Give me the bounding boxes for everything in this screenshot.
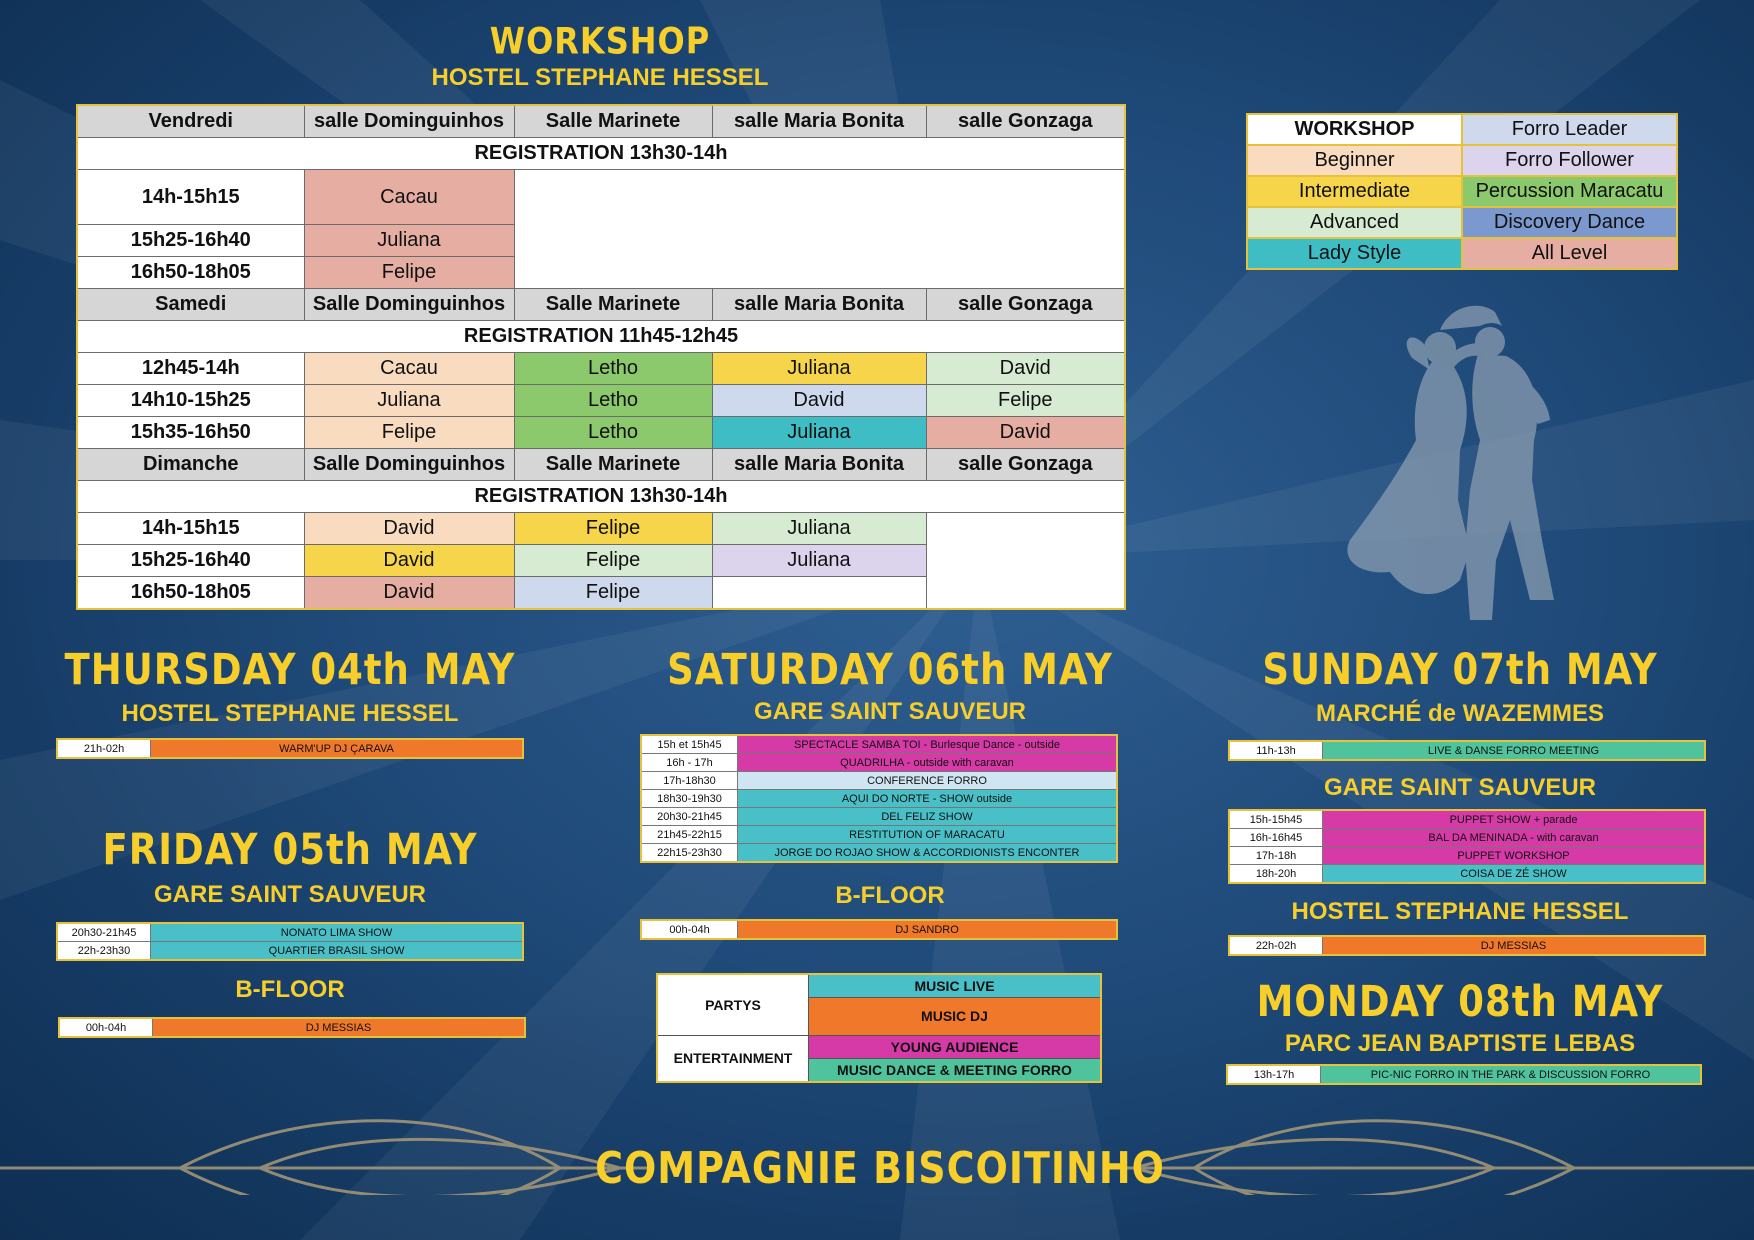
event-name: QUARTIER BRASIL SHOW — [151, 942, 524, 961]
level-legend — [1246, 113, 1678, 270]
day-name: Vendredi — [77, 105, 304, 138]
event-time: 15h et 15h45 — [641, 735, 738, 754]
event-name: DJ MESSIAS — [1323, 936, 1706, 955]
teacher-cell: Juliana — [712, 353, 926, 385]
event-row — [1229, 865, 1705, 884]
event-time: 18h30-19h30 — [641, 790, 738, 808]
session-time: 15h25-16h40 — [77, 545, 304, 577]
sunday-title: SUNDAY 07th MAY — [1262, 644, 1658, 695]
teacher-cell: Felipe — [514, 577, 712, 610]
event-name: PUPPET WORKSHOP — [1323, 847, 1706, 865]
event-name: CONFERENCE FORRO — [738, 772, 1118, 790]
session-time: 15h25-16h40 — [77, 225, 304, 257]
room-name: Salle Dominguinhos — [304, 289, 514, 321]
legend-item: Forro Follower — [1462, 145, 1677, 176]
room-name: Salle Marinete — [514, 105, 712, 138]
event-row — [641, 772, 1117, 790]
teacher-cell: David — [304, 577, 514, 610]
teacher-cell: David — [926, 417, 1125, 449]
teacher-cell: Letho — [514, 385, 712, 417]
teacher-cell: Felipe — [304, 257, 514, 289]
session-row — [77, 385, 1125, 417]
meeting-forro-key: MUSIC DANCE & MEETING FORRO — [809, 1058, 1102, 1082]
registration-time: REGISTRATION 13h30-14h — [77, 138, 1125, 170]
teacher-cell: Felipe — [304, 417, 514, 449]
friday-title: FRIDAY 05th MAY — [102, 824, 478, 875]
event-row — [1229, 741, 1705, 760]
registration-row — [77, 481, 1125, 513]
company-name: COMPAGNIE BISCOITINHO — [595, 1142, 1165, 1194]
teacher-cell: David — [712, 385, 926, 417]
teacher-cell: Juliana — [304, 385, 514, 417]
teacher-cell: Letho — [514, 417, 712, 449]
thursday-title: THURSDAY 04th MAY — [64, 644, 516, 695]
legend-item: Percussion Maracatu — [1462, 176, 1677, 207]
event-time: 13h-17h — [1227, 1065, 1321, 1084]
event-name: AQUI DO NORTE - SHOW outside — [738, 790, 1118, 808]
day-header-row — [77, 105, 1125, 138]
event-time: 00h-04h — [641, 920, 738, 939]
event-name: JORGE DO ROJAO SHOW & ACCORDIONISTS ENCONTER — [738, 844, 1118, 863]
day-header-row — [77, 289, 1125, 321]
event-time: 15h-15h45 — [1229, 810, 1323, 829]
event-name: DJ SANDRO — [738, 920, 1118, 939]
teacher-cell: Felipe — [514, 545, 712, 577]
sunday-venue-2: GARE SAINT SAUVEUR — [1323, 774, 1597, 801]
session-row — [77, 513, 1125, 545]
event-row — [641, 920, 1117, 939]
session-row — [77, 353, 1125, 385]
event-time: 11h-13h — [1229, 741, 1323, 760]
event-time: 17h-18h30 — [641, 772, 738, 790]
monday-venue: PARC JEAN BAPTISTE LEBAS — [1284, 1030, 1636, 1057]
event-name: RESTITUTION OF MARACATU — [738, 826, 1118, 844]
session-time: 15h35-16h50 — [77, 417, 304, 449]
saturday-schedule — [640, 734, 1118, 863]
session-row — [77, 170, 1125, 225]
event-name: DEL FELIZ SHOW — [738, 808, 1118, 826]
room-name: salle Maria Bonita — [712, 449, 926, 481]
event-row — [641, 808, 1117, 826]
event-row — [1229, 847, 1705, 865]
event-time: 22h-23h30 — [57, 942, 151, 961]
event-row — [57, 739, 523, 758]
teacher-cell: David — [304, 513, 514, 545]
legend-item: All Level — [1462, 238, 1677, 269]
friday-venue-2: B-FLOOR — [235, 976, 345, 1003]
legend-item: Discovery Dance — [1462, 207, 1677, 238]
partys-label: PARTYS — [657, 974, 809, 1035]
teacher-cell: Cacau — [304, 170, 514, 225]
young-audience-key: YOUNG AUDIENCE — [809, 1035, 1102, 1058]
saturday-venue: GARE SAINT SAUVEUR — [753, 698, 1027, 725]
teacher-cell: Juliana — [304, 225, 514, 257]
session-time: 14h-15h15 — [77, 513, 304, 545]
workshop-schedule-table — [76, 104, 1126, 610]
event-time: 20h30-21h45 — [641, 808, 738, 826]
legend-item: Forro Leader — [1462, 114, 1677, 145]
event-name: WARM'UP DJ ÇARAVA — [151, 739, 524, 758]
thursday-schedule — [56, 738, 524, 759]
event-row — [641, 735, 1117, 754]
event-row — [59, 1018, 525, 1037]
saturday-schedule-2 — [640, 919, 1118, 940]
monday-title: MONDAY 08th MAY — [1256, 976, 1664, 1027]
sunday-schedule-3 — [1228, 935, 1706, 956]
empty-cell — [514, 170, 1125, 289]
registration-row — [77, 138, 1125, 170]
event-row — [1229, 829, 1705, 847]
legend-row — [1247, 145, 1677, 176]
room-name: salle Maria Bonita — [712, 289, 926, 321]
legend-row — [1247, 238, 1677, 269]
friday-venue: GARE SAINT SAUVEUR — [153, 881, 427, 908]
room-name: Salle Dominguinhos — [304, 449, 514, 481]
workshop-venue: HOSTEL STEPHANE HESSEL — [431, 64, 769, 91]
event-time: 18h-20h — [1229, 865, 1323, 884]
sunday-schedule-2 — [1228, 809, 1706, 884]
room-name: salle Gonzaga — [926, 289, 1125, 321]
room-name: salle Dominguinhos — [304, 105, 514, 138]
teacher-cell: Felipe — [926, 385, 1125, 417]
event-row — [641, 754, 1117, 772]
event-time: 21h45-22h15 — [641, 826, 738, 844]
event-name: COISA DE ZÉ SHOW — [1323, 865, 1706, 884]
session-time: 12h45-14h — [77, 353, 304, 385]
room-name: salle Maria Bonita — [712, 105, 926, 138]
legend-row — [1247, 176, 1677, 207]
teacher-cell: Cacau — [304, 353, 514, 385]
event-time: 00h-04h — [59, 1018, 153, 1037]
room-name: Salle Marinete — [514, 289, 712, 321]
event-name: LIVE & DANSE FORRO MEETING — [1323, 741, 1706, 760]
event-row — [641, 790, 1117, 808]
event-name: PIC-NIC FORRO IN THE PARK & DISCUSSION FORRO — [1321, 1065, 1702, 1084]
day-name: Dimanche — [77, 449, 304, 481]
thursday-venue: HOSTEL STEPHANE HESSEL — [121, 700, 459, 727]
day-header-row — [77, 449, 1125, 481]
event-row — [1227, 1065, 1701, 1084]
event-name: DJ MESSIAS — [153, 1018, 526, 1037]
event-name: BAL DA MENINADA - with caravan — [1323, 829, 1706, 847]
teacher-cell: Juliana — [712, 513, 926, 545]
dancing-couple-silhouette — [1320, 300, 1590, 630]
legend-row — [1247, 207, 1677, 238]
music-dj-key: MUSIC DJ — [809, 998, 1102, 1035]
teacher-cell: Juliana — [712, 545, 926, 577]
saturday-title: SATURDAY 06th MAY — [667, 644, 1113, 695]
event-time: 21h-02h — [57, 739, 151, 758]
friday-schedule-2 — [58, 1017, 526, 1038]
event-time: 22h-02h — [1229, 936, 1323, 955]
teacher-cell: David — [926, 353, 1125, 385]
event-name: NONATO LIMA SHOW — [151, 923, 524, 942]
event-row — [1229, 936, 1705, 955]
sunday-venue: MARCHÉ de WAZEMMES — [1316, 700, 1604, 727]
legend-item: Lady Style — [1247, 238, 1462, 269]
empty-cell — [926, 513, 1125, 610]
monday-schedule — [1226, 1064, 1702, 1085]
music-live-key: MUSIC LIVE — [809, 974, 1102, 998]
friday-schedule — [56, 922, 524, 961]
party-legend — [656, 973, 1102, 1083]
event-time: 17h-18h — [1229, 847, 1323, 865]
legend-item: Beginner — [1247, 145, 1462, 176]
event-time: 22h15-23h30 — [641, 844, 738, 863]
session-row — [77, 417, 1125, 449]
event-row — [641, 844, 1117, 863]
room-name: salle Gonzaga — [926, 105, 1125, 138]
registration-time: REGISTRATION 11h45-12h45 — [77, 321, 1125, 353]
event-name: SPECTACLE SAMBA TOI - Burlesque Dance - outside — [738, 735, 1118, 754]
event-time: 16h-16h45 — [1229, 829, 1323, 847]
session-time: 16h50-18h05 — [77, 257, 304, 289]
legend-item: Advanced — [1247, 207, 1462, 238]
sunday-venue-3: HOSTEL STEPHANE HESSEL — [1291, 898, 1629, 925]
event-time: 16h - 17h — [641, 754, 738, 772]
session-time: 14h-15h15 — [77, 170, 304, 225]
legend-item: WORKSHOP — [1247, 114, 1462, 145]
workshop-title: WORKSHOP — [489, 19, 711, 63]
session-time: 14h10-15h25 — [77, 385, 304, 417]
event-time: 20h30-21h45 — [57, 923, 151, 942]
event-row — [641, 826, 1117, 844]
entertainment-label: ENTERTAINMENT — [657, 1035, 809, 1082]
session-time: 16h50-18h05 — [77, 577, 304, 610]
registration-row — [77, 321, 1125, 353]
room-name: salle Gonzaga — [926, 449, 1125, 481]
event-row — [1229, 810, 1705, 829]
event-row — [57, 942, 523, 961]
registration-time: REGISTRATION 13h30-14h — [77, 481, 1125, 513]
sunday-schedule — [1228, 740, 1706, 761]
event-row — [57, 923, 523, 942]
legend-item: Intermediate — [1247, 176, 1462, 207]
teacher-cell: Felipe — [514, 513, 712, 545]
event-name: QUADRILHA - outside with caravan — [738, 754, 1118, 772]
saturday-venue-2: B-FLOOR — [835, 882, 945, 909]
room-name: Salle Marinete — [514, 449, 712, 481]
legend-row — [1247, 114, 1677, 145]
day-name: Samedi — [77, 289, 304, 321]
teacher-cell: Juliana — [712, 417, 926, 449]
teacher-cell: David — [304, 545, 514, 577]
empty-cell — [712, 577, 926, 610]
event-name: PUPPET SHOW + parade — [1323, 810, 1706, 829]
teacher-cell: Letho — [514, 353, 712, 385]
